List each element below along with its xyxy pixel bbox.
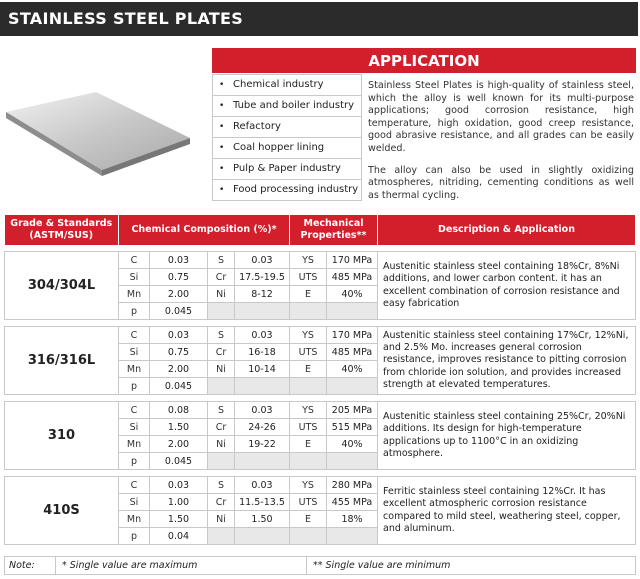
header-chemical: Chemical Composition (%)* xyxy=(119,215,290,245)
mech-cell: YS xyxy=(290,477,327,494)
row-separator xyxy=(5,320,636,327)
list-item: • Food processing industry xyxy=(212,180,362,201)
chem-cell xyxy=(208,378,235,395)
table-row xyxy=(5,252,636,269)
mech-cell: UTS xyxy=(290,494,327,511)
chem-cell: 16-18 xyxy=(235,344,290,361)
chem-cell: Cr xyxy=(208,419,235,436)
mech-cell: 515 MPa xyxy=(327,419,378,436)
chem-cell: C xyxy=(119,402,150,419)
chem-cell: 0.03 xyxy=(235,252,290,269)
chem-cell: Mn xyxy=(119,511,150,528)
table-row xyxy=(5,477,636,494)
chem-cell: p xyxy=(119,453,150,470)
grade-name: 310 xyxy=(5,402,119,470)
application-list xyxy=(212,74,362,201)
chem-cell: 2.00 xyxy=(150,286,208,303)
chem-cell: Cr xyxy=(208,344,235,361)
chem-cell: 2.00 xyxy=(150,361,208,378)
chem-cell: 0.03 xyxy=(150,477,208,494)
application-heading: APPLICATION xyxy=(368,52,480,70)
chem-cell: Si xyxy=(119,419,150,436)
chem-cell: 19-22 xyxy=(235,436,290,453)
chem-cell: S xyxy=(208,402,235,419)
chem-cell: 1.00 xyxy=(150,494,208,511)
mech-cell: E xyxy=(290,361,327,378)
mech-cell xyxy=(290,453,327,470)
mech-cell: UTS xyxy=(290,269,327,286)
title-bar xyxy=(0,2,638,36)
chem-cell: 0.03 xyxy=(235,327,290,344)
chem-cell: C xyxy=(119,252,150,269)
chem-cell: 8-12 xyxy=(235,286,290,303)
chem-cell: Si xyxy=(119,344,150,361)
list-item: • Refactory xyxy=(212,117,362,138)
chem-cell: Mn xyxy=(119,361,150,378)
chem-cell xyxy=(208,303,235,320)
chem-cell: 0.045 xyxy=(150,303,208,320)
chem-cell: 17.5-19.5 xyxy=(235,269,290,286)
list-item: • Pulp & Paper industry xyxy=(212,159,362,180)
grades-table xyxy=(4,215,636,545)
header-grade: Grade & Standards (ASTM/SUS) xyxy=(5,215,119,245)
mech-cell: 170 MPa xyxy=(327,252,378,269)
mech-cell xyxy=(327,303,378,320)
header-mechanical: Mechanical Properties** xyxy=(290,215,378,245)
mech-cell xyxy=(327,378,378,395)
chem-cell: Ni xyxy=(208,286,235,303)
chem-cell: 1.50 xyxy=(150,511,208,528)
row-separator xyxy=(5,395,636,402)
chem-cell xyxy=(208,528,235,545)
grade-description: Ferritic stainless steel containing 12%Cr. It has excellent atmospheric corrosion resistance compared to mild steel, weathering steel, copper, and aluminum. xyxy=(378,477,636,545)
chem-cell: 0.75 xyxy=(150,269,208,286)
application-description xyxy=(368,80,634,211)
chem-cell: 0.045 xyxy=(150,453,208,470)
steel-plate-image xyxy=(0,90,200,190)
chem-cell: 0.03 xyxy=(235,477,290,494)
note-bar xyxy=(4,556,636,575)
mech-cell: E xyxy=(290,436,327,453)
chem-cell: p xyxy=(119,528,150,545)
mech-cell xyxy=(327,528,378,545)
chem-cell: 0.04 xyxy=(150,528,208,545)
chem-cell: 0.045 xyxy=(150,378,208,395)
application-paragraph-1: Stainless Steel Plates is high-quality of stainless steel, which the alloy is well known for its multi-purpose applications; good corrosion resistance, high temperature, high oxidation, good creep resistance, good abrasive resistance, and all grades can be easily welded. xyxy=(368,80,634,154)
mech-cell: 18% xyxy=(327,511,378,528)
mech-cell: UTS xyxy=(290,419,327,436)
chem-cell: S xyxy=(208,477,235,494)
mech-cell: 40% xyxy=(327,361,378,378)
application-header xyxy=(212,48,636,73)
chem-cell: 24-26 xyxy=(235,419,290,436)
chem-cell: S xyxy=(208,252,235,269)
chem-cell: Si xyxy=(119,494,150,511)
mech-cell: E xyxy=(290,286,327,303)
chem-cell xyxy=(208,453,235,470)
page-title: STAINLESS STEEL PLATES xyxy=(8,9,244,28)
grade-name: 316/316L xyxy=(5,327,119,395)
chem-cell: 0.03 xyxy=(150,327,208,344)
mech-cell: YS xyxy=(290,402,327,419)
mech-cell: YS xyxy=(290,327,327,344)
mech-cell: UTS xyxy=(290,344,327,361)
chem-cell: S xyxy=(208,327,235,344)
mech-cell: 455 MPa xyxy=(327,494,378,511)
chem-cell: 0.03 xyxy=(235,402,290,419)
chem-cell: Ni xyxy=(208,361,235,378)
table-row xyxy=(5,327,636,344)
chem-cell: Cr xyxy=(208,494,235,511)
grade-description: Austenitic stainless steel containing 17%Cr, 12%Ni, and 2.5% Mo. increases general corrosion resistance, improves resistance to pitting corrosion from chloride ion solution, and provides increased strength at elevated temperatures. xyxy=(378,327,636,395)
mech-cell: 40% xyxy=(327,436,378,453)
application-paragraph-2: The alloy can also be used in slightly oxidizing atmospheres, nitriding, cementing conditions as well as thermal cycling. xyxy=(368,164,634,201)
note-chemical: * Single value are maximum xyxy=(56,557,307,574)
chem-cell: C xyxy=(119,327,150,344)
chem-cell: Mn xyxy=(119,286,150,303)
mech-cell xyxy=(290,378,327,395)
mech-cell: YS xyxy=(290,252,327,269)
chem-cell: Ni xyxy=(208,436,235,453)
row-separator xyxy=(5,470,636,477)
mech-cell: 205 MPa xyxy=(327,402,378,419)
note-mechanical: ** Single value are minimum xyxy=(313,560,451,571)
note-label: Note: xyxy=(5,557,56,574)
table-row xyxy=(5,402,636,419)
header-description: Description & Application xyxy=(378,215,636,245)
mech-cell: 170 MPa xyxy=(327,327,378,344)
application-box xyxy=(212,48,636,201)
chem-cell: Mn xyxy=(119,436,150,453)
chem-cell xyxy=(235,528,290,545)
chem-cell: Ni xyxy=(208,511,235,528)
mech-cell xyxy=(290,528,327,545)
chem-cell: 0.08 xyxy=(150,402,208,419)
mech-cell: 485 MPa xyxy=(327,269,378,286)
mech-cell xyxy=(290,303,327,320)
mech-cell: E xyxy=(290,511,327,528)
chem-cell: 1.50 xyxy=(150,419,208,436)
mech-cell: 485 MPa xyxy=(327,344,378,361)
chem-cell: C xyxy=(119,477,150,494)
chem-cell: 2.00 xyxy=(150,436,208,453)
grade-name: 304/304L xyxy=(5,252,119,320)
grade-description: Austenitic stainless steel containing 18%Cr, 8%Ni additions, and lower carbon content. it has an excellent combination of corrosion resistance and easy fabrication xyxy=(378,252,636,320)
chem-cell xyxy=(235,453,290,470)
mech-cell xyxy=(327,453,378,470)
chem-cell: 0.03 xyxy=(150,252,208,269)
chem-cell: 11.5-13.5 xyxy=(235,494,290,511)
mech-cell: 280 MPa xyxy=(327,477,378,494)
chem-cell: p xyxy=(119,303,150,320)
table-header-row xyxy=(5,215,636,245)
grade-description: Austenitic stainless steel containing 25%Cr, 20%Ni additions. Its design for high-temperature applications up to 1100°C in an oxidizing atmosphere. xyxy=(378,402,636,470)
list-item: • Chemical industry xyxy=(212,74,362,96)
grade-name: 410S xyxy=(5,477,119,545)
chem-cell: 0.75 xyxy=(150,344,208,361)
chem-cell: Si xyxy=(119,269,150,286)
chem-cell: 10-14 xyxy=(235,361,290,378)
chem-cell xyxy=(235,303,290,320)
mech-cell: 40% xyxy=(327,286,378,303)
chem-cell xyxy=(235,378,290,395)
list-item: • Coal hopper lining xyxy=(212,138,362,159)
chem-cell: 1.50 xyxy=(235,511,290,528)
chem-cell: Cr xyxy=(208,269,235,286)
chem-cell: p xyxy=(119,378,150,395)
list-item: • Tube and boiler industry xyxy=(212,96,362,117)
